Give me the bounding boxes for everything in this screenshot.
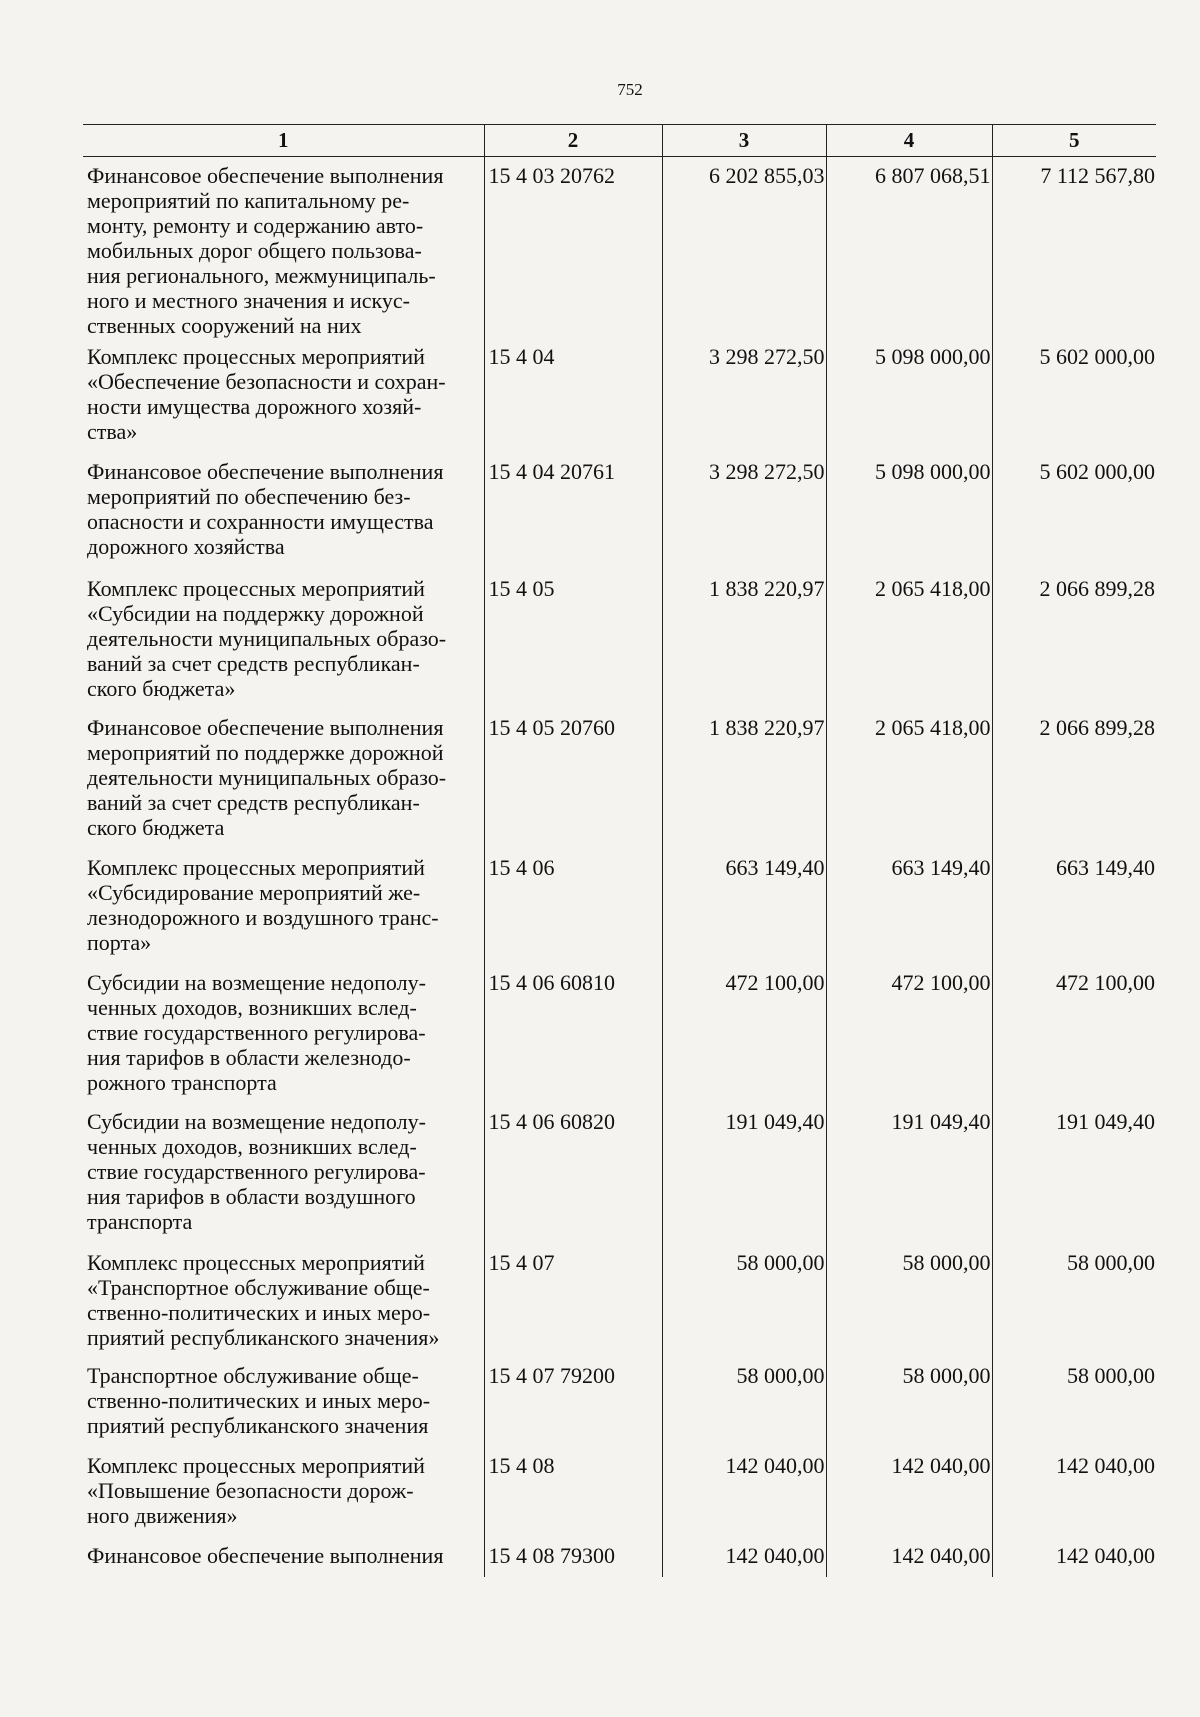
- amount-col-4: 5 098 000,00: [826, 453, 992, 570]
- amount-col-3: 1 838 220,97: [662, 570, 826, 709]
- item-name: Субсидии на возмещение недополу- ченных доходов, возникших вслед- ствие государственного регулирова- ния тарифов в области железнодо- рожного транспорта: [87, 970, 426, 1095]
- item-name: Финансовое обеспечение выполнения мероприятий по обеспечению без- опасности и сохранности имущества дорожного хозяйства: [87, 459, 444, 559]
- table-row: [83, 570, 1156, 709]
- amount-col-3: 663 149,40: [662, 849, 826, 964]
- amount-col-4: 663 149,40: [826, 849, 992, 964]
- table-row: [83, 709, 1156, 849]
- amount-col-4: 142 040,00: [826, 1447, 992, 1537]
- table-row: [83, 1357, 1156, 1447]
- amount-col-5: 2 066 899,28: [992, 709, 1156, 849]
- table-row: [83, 157, 1156, 339]
- item-name: Финансовое обеспечение выполнения мероприятий по капитальному ре- монту, ремонту и содержанию авто- мобильных дорог общего пользова- ния регионального, межмуниципаль- ного и местного значения и искус- ственных сооружений на них: [87, 163, 444, 338]
- column-header-1: 1: [83, 125, 484, 157]
- amount-col-4: 5 098 000,00: [826, 338, 992, 453]
- table-row: [83, 964, 1156, 1103]
- amount-col-5: 142 040,00: [992, 1447, 1156, 1537]
- item-code: 15 4 06 60820: [484, 1103, 662, 1244]
- amount-col-4: 191 049,40: [826, 1103, 992, 1244]
- item-code: 15 4 06: [484, 849, 662, 964]
- amount-col-4: 2 065 418,00: [826, 709, 992, 849]
- amount-col-5: 191 049,40: [992, 1103, 1156, 1244]
- item-name: Финансовое обеспечение выполнения мероприятий по поддержке дорожной деятельности муниципальных образо- ваний за счет средств республикан- ского бюджета: [87, 715, 447, 840]
- item-name: Комплекс процессных мероприятий «Транспортное обслуживание обще- ственно-политических и иных меро- приятий республиканского значения»: [87, 1250, 440, 1350]
- item-name: Финансовое обеспечение выполнения: [87, 1543, 444, 1568]
- page-number: 752: [617, 80, 643, 99]
- item-code: 15 4 07 79200: [484, 1357, 662, 1447]
- column-header-5: 5: [992, 125, 1156, 157]
- item-name: Комплекс процессных мероприятий «Субсидирование мероприятий же- лезнодорожного и воздушного транс- порта»: [87, 855, 439, 955]
- header-row: [83, 125, 1156, 157]
- amount-col-4: 6 807 068,51: [826, 157, 992, 339]
- column-header-2: 2: [484, 125, 662, 157]
- amount-col-5: 5 602 000,00: [992, 453, 1156, 570]
- item-code: 15 4 05 20760: [484, 709, 662, 849]
- amount-col-5: 142 040,00: [992, 1537, 1156, 1577]
- item-code: 15 4 04 20761: [484, 453, 662, 570]
- amount-col-3: 1 838 220,97: [662, 709, 826, 849]
- amount-col-5: 663 149,40: [992, 849, 1156, 964]
- item-name: Комплекс процессных мероприятий «Субсидии на поддержку дорожной деятельности муниципальных образо- ваний за счет средств республикан- ского бюджета»: [87, 576, 447, 701]
- item-code: 15 4 05: [484, 570, 662, 709]
- table-row: [83, 1537, 1156, 1577]
- amount-col-3: 58 000,00: [662, 1244, 826, 1357]
- table-row: [83, 1103, 1156, 1244]
- amount-col-3: 3 298 272,50: [662, 338, 826, 453]
- table-row: [83, 849, 1156, 964]
- item-code: 15 4 04: [484, 338, 662, 453]
- amount-col-3: 142 040,00: [662, 1447, 826, 1537]
- amount-col-5: 472 100,00: [992, 964, 1156, 1103]
- item-code: 15 4 08 79300: [484, 1537, 662, 1577]
- table-row: [83, 1244, 1156, 1357]
- amount-col-5: 58 000,00: [992, 1244, 1156, 1357]
- amount-col-3: 142 040,00: [662, 1537, 826, 1577]
- item-code: 15 4 07: [484, 1244, 662, 1357]
- item-name: Субсидии на возмещение недополу- ченных доходов, возникших вслед- ствие государственного регулирова- ния тарифов в области воздушного транспорта: [87, 1109, 426, 1234]
- amount-col-3: 3 298 272,50: [662, 453, 826, 570]
- amount-col-3: 472 100,00: [662, 964, 826, 1103]
- column-header-3: 3: [662, 125, 826, 157]
- amount-col-5: 58 000,00: [992, 1357, 1156, 1447]
- item-code: 15 4 03 20762: [484, 157, 662, 339]
- amount-col-4: 142 040,00: [826, 1537, 992, 1577]
- item-name: Транспортное обслуживание обще- ственно-политических и иных меро- приятий республиканского значения: [87, 1363, 431, 1438]
- amount-col-4: 472 100,00: [826, 964, 992, 1103]
- amount-col-4: 58 000,00: [826, 1357, 992, 1447]
- amount-col-4: 58 000,00: [826, 1244, 992, 1357]
- amount-col-5: 5 602 000,00: [992, 338, 1156, 453]
- amount-col-5: 2 066 899,28: [992, 570, 1156, 709]
- item-code: 15 4 08: [484, 1447, 662, 1537]
- amount-col-4: 2 065 418,00: [826, 570, 992, 709]
- table-row: [83, 453, 1156, 570]
- table-row: [83, 1447, 1156, 1537]
- item-code: 15 4 06 60810: [484, 964, 662, 1103]
- amount-col-3: 58 000,00: [662, 1357, 826, 1447]
- column-header-4: 4: [826, 125, 992, 157]
- amount-col-3: 6 202 855,03: [662, 157, 826, 339]
- amount-col-3: 191 049,40: [662, 1103, 826, 1244]
- item-name: Комплекс процессных мероприятий «Обеспечение безопасности и сохран- ности имущества дорожного хозяй- ства»: [87, 344, 446, 444]
- table-row: [83, 338, 1156, 453]
- budget-table: [83, 124, 1156, 1577]
- amount-col-5: 7 112 567,80: [992, 157, 1156, 339]
- item-name: Комплекс процессных мероприятий «Повышение безопасности дорож- ного движения»: [87, 1453, 425, 1528]
